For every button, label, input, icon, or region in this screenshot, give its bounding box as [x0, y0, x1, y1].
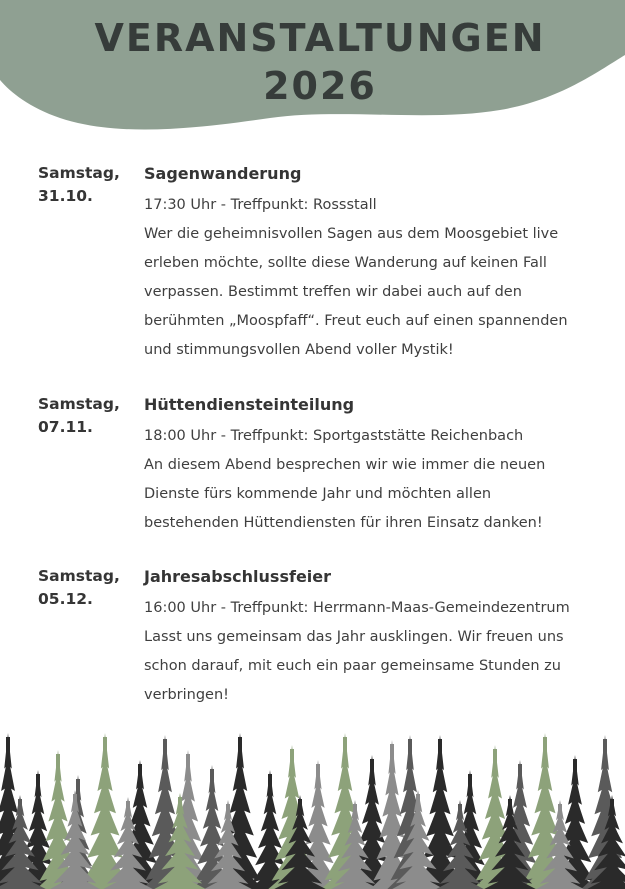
- event-time-place: 16:00 Uhr - Treffpunkt: Herrmann-Maas-Gemeindezentrum: [144, 600, 570, 616]
- event-weekday: Samstag,: [38, 395, 120, 413]
- event-description: Lasst uns gemeinsam das Jahr ausklingen. Wir freuen uns schon darauf, mit euch ein paar gemeinsame Stunden zu verbringen!: [144, 629, 564, 703]
- event-day: 05.12.: [38, 590, 93, 608]
- event-description: An diesem Abend besprechen wir wie immer die neuen Dienste fürs kommende Jahr und möchten allen bestehenden Hüttendiensten für ihren Einsatz danken!: [144, 457, 546, 531]
- event-date: [38, 393, 138, 439]
- event-title: Jahresabschlussfeier: [144, 567, 332, 586]
- forest-illustration: [0, 715, 625, 889]
- event-content: [144, 393, 622, 538]
- page-title: [0, 14, 625, 110]
- event-day: 31.10.: [38, 187, 93, 205]
- event-weekday: Samstag,: [38, 567, 120, 585]
- event-content: [144, 565, 622, 710]
- event-description: Wer die geheimnisvollen Sagen aus dem Moosgebiet live erleben möchte, sollte diese Wanderung auf keinen Fall verpassen. Bestimmt treffen wir dabei auch auf den berühmten „Moospfaff“. Freut euch auf einen spannenden und stimmungsvollen Abend voller Mystik!: [144, 226, 568, 358]
- event-date: [38, 565, 138, 611]
- event-day: 07.11.: [38, 418, 93, 436]
- event-date: [38, 162, 138, 208]
- event-content: [144, 162, 622, 365]
- event-title: Hüttendiensteinteilung: [144, 395, 355, 414]
- event-weekday: Samstag,: [38, 164, 120, 182]
- event-time-place: 18:00 Uhr - Treffpunkt: Sportgaststätte Reichenbach: [144, 428, 524, 444]
- page-title-line-1: VERANSTALTUNGEN: [94, 16, 546, 60]
- event-title: Sagenwanderung: [144, 164, 302, 183]
- page-title-line-2: 2026: [263, 64, 377, 108]
- event-time-place: 17:30 Uhr - Treffpunkt: Rossstall: [144, 197, 377, 213]
